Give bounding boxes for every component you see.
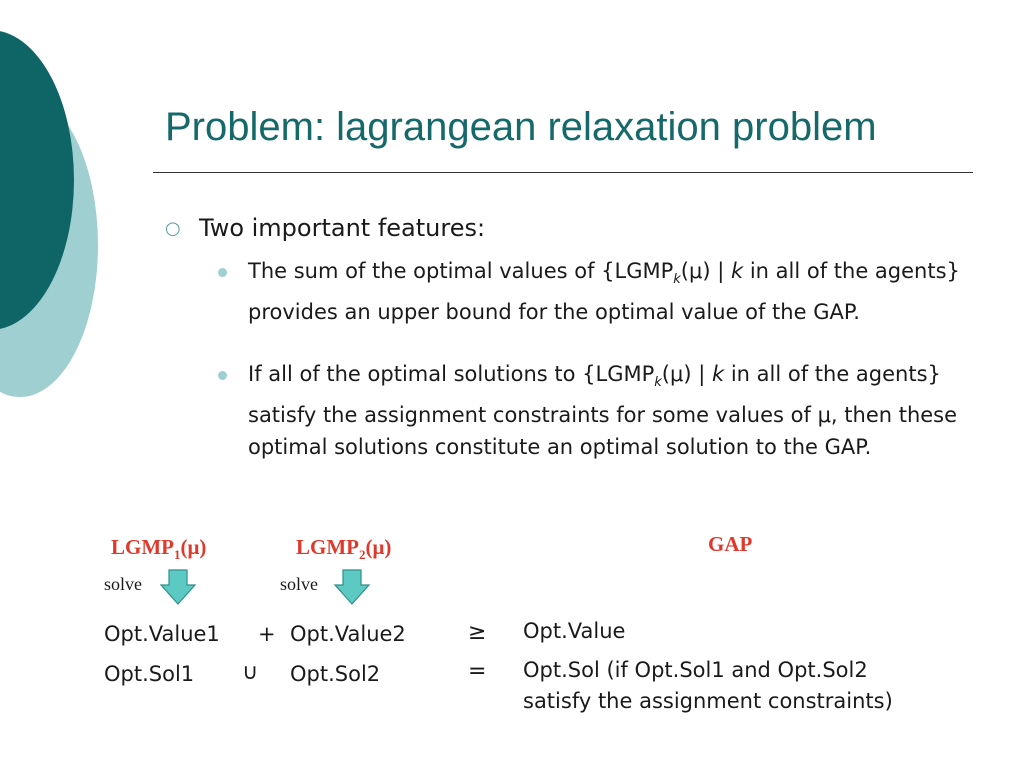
lgmp2-sub: 2: [359, 547, 366, 563]
down-arrow-icon: [160, 569, 196, 605]
bullet-b-text-2: (μ) |: [661, 362, 712, 386]
down-arrow-icon: [334, 569, 370, 605]
bullet-b-text-1: If all of the optimal solutions to {LGMP: [248, 362, 655, 386]
dot-bullet-icon: [218, 371, 227, 380]
gap-label: GAP: [708, 532, 753, 556]
lgmp1-base: LGMP: [111, 535, 174, 559]
bullet-a-text-1: The sum of the optimal values of {LGMP: [248, 259, 674, 283]
bullet-a-text-2: (μ) |: [680, 259, 731, 283]
title-divider: [153, 172, 973, 173]
opt-value1: Opt.Value1: [104, 622, 220, 646]
lgmp2-base: LGMP: [296, 535, 359, 559]
opt-sol1: Opt.Sol1: [104, 662, 195, 686]
opt-sol2: Opt.Sol2: [290, 662, 381, 686]
bullet-a-subscript: k: [673, 272, 681, 288]
hollow-circle-bullet-icon: ○: [165, 218, 181, 239]
bullet-level1-text: Two important features:: [199, 214, 486, 242]
geq-sign: ≥: [468, 620, 487, 645]
plus-sign: +: [258, 622, 276, 646]
bullet-b-subscript: k: [654, 375, 662, 391]
union-sign: ∪: [242, 660, 259, 685]
bullet-a-k: k: [730, 259, 744, 283]
decorative-circles: [0, 0, 120, 420]
bullet-upper-bound: [248, 255, 968, 328]
bullet-a-text-3: in all of the agents} provides an upper bound for the optimal value of the GAP.: [248, 259, 960, 325]
lgmp2-label: [296, 535, 391, 563]
opt-value-gap: Opt.Value: [523, 619, 626, 643]
bullet-b-text-3: in all of the agents} satisfy the assignment constraints for some values of μ, then these optimal solutions constitute an optimal solution to the GAP.: [248, 362, 958, 460]
bullet-b-k: k: [711, 362, 725, 386]
lgmp1-label: [111, 535, 206, 563]
lgmp1-rest: (μ): [180, 535, 207, 559]
bullet-level1: [165, 214, 485, 242]
lgmp1-sub: 1: [174, 547, 181, 563]
solve-label-2: solve: [280, 574, 318, 594]
dot-bullet-icon: [218, 268, 227, 277]
lgmp2-rest: (μ): [365, 535, 392, 559]
opt-value2: Opt.Value2: [290, 622, 406, 646]
opt-sol-gap-line2: satisfy the assignment constraints): [523, 689, 893, 713]
equals-sign: =: [468, 659, 487, 684]
solve-label-1: solve: [104, 574, 142, 594]
bullet-optimal-solution: [248, 358, 968, 463]
opt-sol-gap-line1: Opt.Sol (if Opt.Sol1 and Opt.Sol2: [523, 658, 868, 682]
slide-title: Problem: lagrangean relaxation problem: [165, 105, 877, 149]
